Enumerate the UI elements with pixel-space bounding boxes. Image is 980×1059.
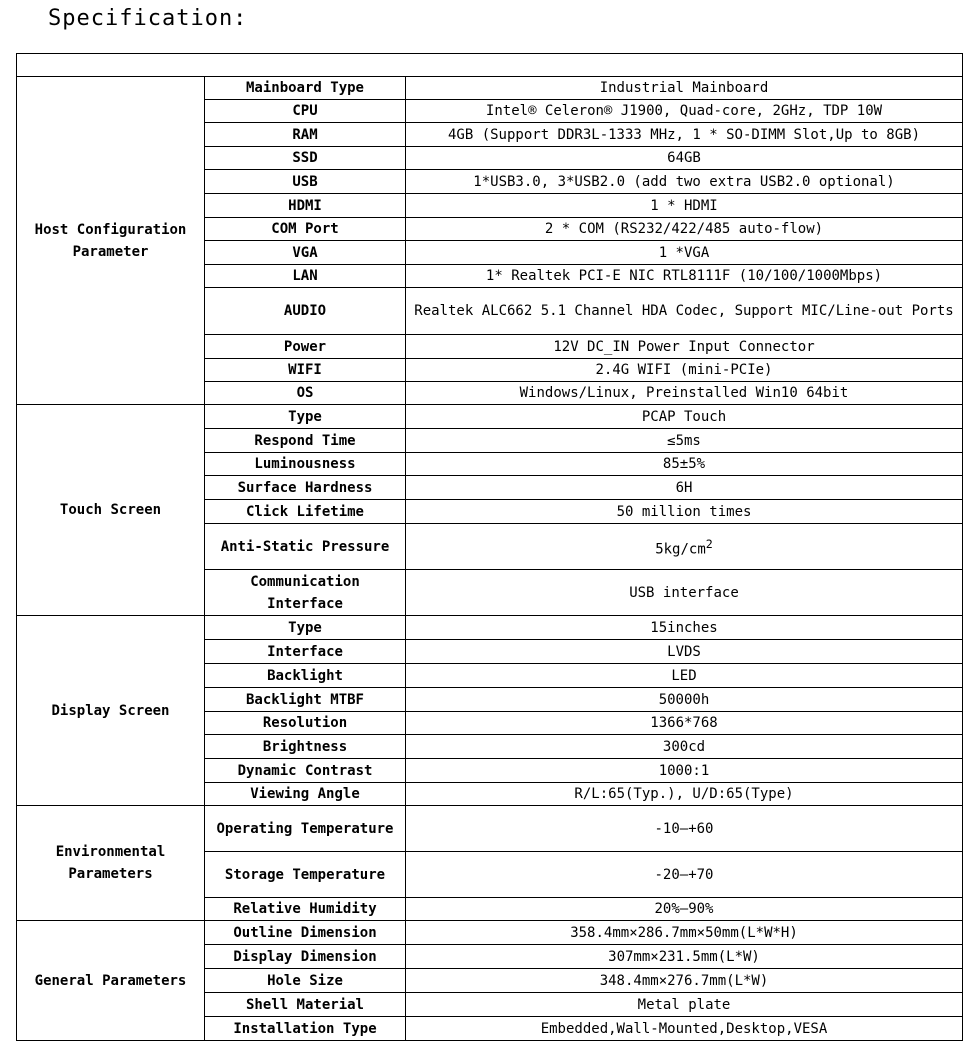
- spec-value: 1*USB3.0, 3*USB2.0 (add two extra USB2.0 optional): [406, 170, 963, 194]
- table-row: [17, 77, 963, 100]
- spec-key: Backlight: [205, 664, 406, 688]
- spec-value: ≤5ms: [406, 429, 963, 453]
- spec-key: Storage Temperature: [205, 852, 406, 898]
- table-row: [17, 616, 963, 640]
- spec-value: USB interface: [406, 570, 963, 616]
- spec-key: AUDIO: [205, 288, 406, 335]
- spec-value: 4GB (Support DDR3L-1333 MHz, 1 * SO-DIMM Slot,Up to 8GB): [406, 123, 963, 147]
- spec-value: 15inches: [406, 616, 963, 640]
- spec-value: 85±5%: [406, 453, 963, 476]
- spec-value: 2 * COM (RS232/422/485 auto-flow): [406, 218, 963, 241]
- spec-key: Brightness: [205, 735, 406, 759]
- table-row: [17, 806, 963, 852]
- table-header-row: [17, 54, 963, 77]
- spec-value: 1* Realtek PCI-E NIC RTL8111F (10/100/1000Mbps): [406, 265, 963, 288]
- spec-value: [406, 524, 963, 570]
- spec-key: Respond Time: [205, 429, 406, 453]
- spec-value: Windows/Linux, Preinstalled Win10 64bit: [406, 382, 963, 405]
- spec-value: 64GB: [406, 147, 963, 170]
- category-cell: General Parameters: [17, 921, 205, 1041]
- spec-value: 1000:1: [406, 759, 963, 783]
- spec-value-superscript: 2: [705, 536, 713, 551]
- spec-key: Type: [205, 405, 406, 429]
- spec-value: 307mm×231.5mm(L*W): [406, 945, 963, 969]
- spec-value: PCAP Touch: [406, 405, 963, 429]
- spec-value: -10—+60: [406, 806, 963, 852]
- spec-key: Click Lifetime: [205, 500, 406, 524]
- category-cell: Environmental Parameters: [17, 806, 205, 921]
- spec-value: -20—+70: [406, 852, 963, 898]
- spec-key: CPU: [205, 100, 406, 123]
- spec-value: 1 *VGA: [406, 241, 963, 265]
- spec-key: Communication Interface: [205, 570, 406, 616]
- category-cell: Host Configuration Parameter: [17, 77, 205, 405]
- spec-key: HDMI: [205, 194, 406, 218]
- spec-key: Viewing Angle: [205, 783, 406, 806]
- spec-key: Shell Material: [205, 993, 406, 1017]
- spec-value: Realtek ALC662 5.1 Channel HDA Codec, Support MIC/Line-out Ports: [406, 288, 963, 335]
- spec-key: Display Dimension: [205, 945, 406, 969]
- spec-value: 20%—90%: [406, 898, 963, 921]
- spec-key: Anti-Static Pressure: [205, 524, 406, 570]
- spec-key: SSD: [205, 147, 406, 170]
- spec-key: Interface: [205, 640, 406, 664]
- spec-value: Industrial Mainboard: [406, 77, 963, 100]
- category-cell: Touch Screen: [17, 405, 205, 616]
- spec-key: Hole Size: [205, 969, 406, 993]
- spec-value: Intel® Celeron® J1900, Quad-core, 2GHz, TDP 10W: [406, 100, 963, 123]
- spec-key: Installation Type: [205, 1017, 406, 1041]
- spec-key: Operating Temperature: [205, 806, 406, 852]
- spec-value: 1366*768: [406, 712, 963, 735]
- category-cell: Display Screen: [17, 616, 205, 806]
- spec-value: 300cd: [406, 735, 963, 759]
- spec-key: Outline Dimension: [205, 921, 406, 945]
- spec-value: LVDS: [406, 640, 963, 664]
- spec-value: 50000h: [406, 688, 963, 712]
- spec-key: LAN: [205, 265, 406, 288]
- spec-key: Relative Humidity: [205, 898, 406, 921]
- spec-key: Luminousness: [205, 453, 406, 476]
- spec-value: 1 * HDMI: [406, 194, 963, 218]
- page-title: Specification:: [48, 6, 248, 31]
- spec-key: Resolution: [205, 712, 406, 735]
- specification-table: [16, 53, 963, 1041]
- spec-key: Power: [205, 335, 406, 359]
- spec-value: LED: [406, 664, 963, 688]
- spec-value: Embedded,Wall-Mounted,Desktop,VESA: [406, 1017, 963, 1041]
- spec-key: Backlight MTBF: [205, 688, 406, 712]
- spec-value: 50 million times: [406, 500, 963, 524]
- spec-key: WIFI: [205, 359, 406, 382]
- spec-key: OS: [205, 382, 406, 405]
- spec-value: 6H: [406, 476, 963, 500]
- table-header-cell: [17, 54, 963, 77]
- spec-key: Surface Hardness: [205, 476, 406, 500]
- table-row: [17, 405, 963, 429]
- spec-key: Mainboard Type: [205, 77, 406, 100]
- spec-value: Metal plate: [406, 993, 963, 1017]
- spec-key: USB: [205, 170, 406, 194]
- spec-value: R/L:65(Typ.), U/D:65(Type): [406, 783, 963, 806]
- spec-key: VGA: [205, 241, 406, 265]
- spec-key: COM Port: [205, 218, 406, 241]
- spec-value: 2.4G WIFI (mini-PCIe): [406, 359, 963, 382]
- spec-key: Dynamic Contrast: [205, 759, 406, 783]
- spec-value: 358.4mm×286.7mm×50mm(L*W*H): [406, 921, 963, 945]
- spec-value: 348.4mm×276.7mm(L*W): [406, 969, 963, 993]
- spec-key: RAM: [205, 123, 406, 147]
- spec-value-text: 5kg/cm: [655, 541, 706, 558]
- table-row: [17, 921, 963, 945]
- spec-key: Type: [205, 616, 406, 640]
- spec-value: 12V DC_IN Power Input Connector: [406, 335, 963, 359]
